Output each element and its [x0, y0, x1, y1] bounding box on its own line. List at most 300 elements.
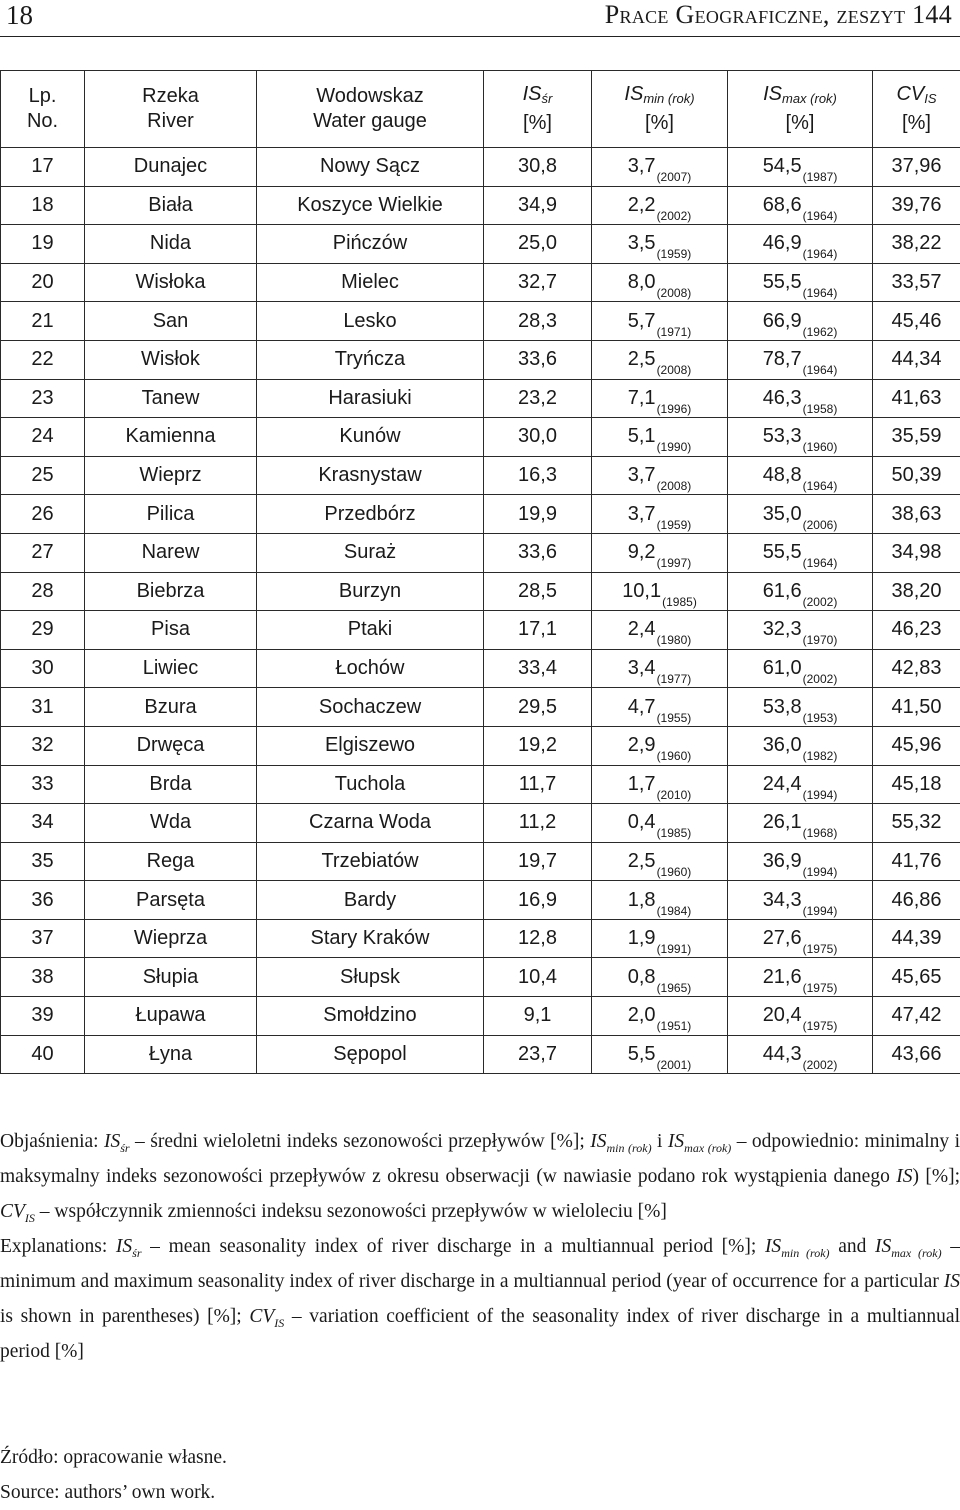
cell-is-min-year: (1985) — [657, 826, 692, 840]
cell-is-max-value: 55,5 — [763, 541, 802, 563]
cell-river — [85, 186, 257, 225]
cell-gauge — [257, 225, 484, 264]
cell-gauge-value: Kunów — [339, 425, 400, 447]
cell-no — [1, 765, 85, 804]
cell-river-value: Pisa — [151, 618, 190, 640]
cell-no-value: 33 — [31, 773, 53, 795]
cell-gauge-value: Czarna Woda — [309, 811, 431, 833]
cell-is-min — [592, 958, 728, 997]
cell-is-max — [728, 418, 873, 457]
cell-is-min-value: 3,7 — [628, 464, 656, 486]
table-row — [1, 572, 960, 611]
cell-is-min-year: (2001) — [657, 1058, 692, 1072]
cell-is-max-year: (1968) — [803, 826, 838, 840]
cell-is-min — [592, 881, 728, 920]
cell-cv-value: 45,96 — [891, 734, 941, 756]
cell-no — [1, 958, 85, 997]
cell-is-max-year: (1960) — [803, 440, 838, 454]
cell-no-value: 25 — [31, 464, 53, 486]
cell-gauge-value: Słupsk — [340, 966, 400, 988]
cell-is-max — [728, 340, 873, 379]
cell-is-min-year: (1996) — [657, 402, 692, 416]
cell-is-max-value: 46,3 — [763, 387, 802, 409]
cell-cv-value: 38,20 — [891, 580, 941, 602]
cell-river — [85, 688, 257, 727]
cell-is-mean — [484, 919, 592, 958]
cell-is-mean — [484, 148, 592, 187]
cell-is-max — [728, 1035, 873, 1074]
cell-cv — [873, 225, 960, 264]
cell-is-max-value: 53,8 — [763, 696, 802, 718]
table-row — [1, 765, 960, 804]
cell-gauge — [257, 688, 484, 727]
cell-is-max-value: 55,5 — [763, 271, 802, 293]
cell-cv-value: 50,39 — [891, 464, 941, 486]
table-row — [1, 340, 960, 379]
cell-is-min-value: 5,1 — [628, 425, 656, 447]
cell-river — [85, 765, 257, 804]
cell-is-min-year: (1960) — [657, 749, 692, 763]
cell-is-max-year: (2002) — [803, 1058, 838, 1072]
cell-gauge — [257, 997, 484, 1036]
cell-cv — [873, 379, 960, 418]
cell-is-mean-value: 32,7 — [518, 271, 557, 293]
cell-is-mean — [484, 726, 592, 765]
cell-is-min-year: (1965) — [657, 981, 692, 995]
cell-river — [85, 263, 257, 302]
cell-river-value: Łyna — [149, 1043, 192, 1065]
cell-no — [1, 302, 85, 341]
cell-is-mean-value: 30,8 — [518, 155, 557, 177]
cell-gauge-value: Pińczów — [333, 232, 407, 254]
cell-is-mean — [484, 958, 592, 997]
cell-is-max — [728, 649, 873, 688]
cell-no — [1, 148, 85, 187]
cell-no — [1, 263, 85, 302]
cell-is-mean — [484, 302, 592, 341]
cell-is-min — [592, 842, 728, 881]
table-row — [1, 842, 960, 881]
cell-is-max — [728, 842, 873, 881]
cell-is-max-value: 26,1 — [763, 811, 802, 833]
cell-cv-value: 41,50 — [891, 696, 941, 718]
table-row — [1, 997, 960, 1036]
cell-is-min — [592, 649, 728, 688]
cell-gauge-value: Nowy Sącz — [320, 155, 420, 177]
cell-river-value: Pilica — [147, 503, 195, 525]
explanations — [0, 1124, 960, 1369]
source-en: Source: authors’ own work. — [0, 1475, 227, 1510]
cell-is-mean-value: 23,7 — [518, 1043, 557, 1065]
cell-is-max-year: (1987) — [803, 170, 838, 184]
cell-cv — [873, 997, 960, 1036]
cell-is-mean-value: 9,1 — [524, 1004, 552, 1026]
cell-is-max — [728, 765, 873, 804]
cell-is-max-year: (1994) — [803, 904, 838, 918]
cell-river-value: Brda — [149, 773, 191, 795]
cell-no — [1, 572, 85, 611]
cell-gauge — [257, 533, 484, 572]
cell-is-max — [728, 726, 873, 765]
cell-river-value: Wisłok — [141, 348, 200, 370]
col-header-gauge: Wodowskaz Water gauge — [257, 71, 484, 148]
cell-is-max-year: (1982) — [803, 749, 838, 763]
cell-gauge — [257, 611, 484, 650]
cell-is-mean — [484, 533, 592, 572]
cell-is-max-value: 61,0 — [763, 657, 802, 679]
cell-is-min-year: (2008) — [657, 363, 692, 377]
cell-is-max — [728, 456, 873, 495]
cell-is-min-value: 5,7 — [628, 310, 656, 332]
cell-is-min-year: (1951) — [657, 1019, 692, 1033]
cell-gauge — [257, 842, 484, 881]
table-row — [1, 649, 960, 688]
cell-is-min-year: (1960) — [657, 865, 692, 879]
cell-cv — [873, 919, 960, 958]
cell-gauge-value: Przedbórz — [324, 503, 415, 525]
cell-river-value: Rega — [147, 850, 195, 872]
cell-no-value: 20 — [31, 271, 53, 293]
cell-is-mean — [484, 611, 592, 650]
source-note — [0, 1440, 227, 1510]
cell-cv — [873, 418, 960, 457]
cell-is-max-value: 20,4 — [763, 1004, 802, 1026]
cell-river — [85, 148, 257, 187]
cell-is-max — [728, 533, 873, 572]
cell-gauge — [257, 379, 484, 418]
cell-is-min-value: 1,9 — [628, 927, 656, 949]
cell-is-max-year: (1964) — [803, 286, 838, 300]
cell-is-min-year: (2010) — [657, 788, 692, 802]
cell-river — [85, 804, 257, 843]
cell-is-max-value: 48,8 — [763, 464, 802, 486]
cell-river — [85, 418, 257, 457]
cell-is-max-year: (1975) — [803, 942, 838, 956]
cell-is-min-year: (2008) — [657, 286, 692, 300]
cell-is-min-value: 8,0 — [628, 271, 656, 293]
cell-gauge-value: Mielec — [341, 271, 399, 293]
cell-is-mean — [484, 649, 592, 688]
cell-is-mean — [484, 688, 592, 727]
cell-is-min — [592, 263, 728, 302]
col-header-is-mean: ISśr [%] — [484, 71, 592, 148]
cell-is-min — [592, 611, 728, 650]
cell-gauge — [257, 148, 484, 187]
cell-is-min-value: 2,5 — [628, 850, 656, 872]
cell-gauge-value: Tuchola — [335, 773, 405, 795]
cell-is-max-year: (1958) — [803, 402, 838, 416]
cell-is-min-value: 3,7 — [628, 155, 656, 177]
cell-no — [1, 456, 85, 495]
cell-gauge — [257, 495, 484, 534]
cell-gauge — [257, 418, 484, 457]
cell-is-mean — [484, 456, 592, 495]
cell-is-max — [728, 688, 873, 727]
table-row — [1, 418, 960, 457]
table-row — [1, 225, 960, 264]
cell-cv-value: 55,32 — [891, 811, 941, 833]
cell-is-mean-value: 11,7 — [519, 773, 556, 795]
cell-is-min — [592, 726, 728, 765]
cell-gauge — [257, 1035, 484, 1074]
cell-is-min — [592, 379, 728, 418]
cell-no — [1, 726, 85, 765]
cell-is-max-value: 78,7 — [763, 348, 802, 370]
cell-is-mean-value: 30,0 — [518, 425, 557, 447]
cell-is-max — [728, 572, 873, 611]
cell-gauge-value: Stary Kraków — [311, 927, 430, 949]
cell-river-value: San — [153, 310, 189, 332]
cell-cv-value: 37,96 — [891, 155, 941, 177]
cell-gauge-value: Ptaki — [348, 618, 392, 640]
cell-is-min-year: (1991) — [657, 942, 692, 956]
cell-is-min-value: 3,7 — [628, 503, 656, 525]
cell-is-min-value: 2,5 — [628, 348, 656, 370]
cell-river-value: Wieprz — [139, 464, 201, 486]
cell-is-mean-value: 28,3 — [518, 310, 557, 332]
cell-is-mean — [484, 572, 592, 611]
cell-gauge-value: Burzyn — [339, 580, 401, 602]
cell-river — [85, 225, 257, 264]
cell-river — [85, 958, 257, 997]
cell-is-max-value: 54,5 — [763, 155, 802, 177]
cell-cv-value: 38,63 — [891, 503, 941, 525]
cell-is-min — [592, 148, 728, 187]
cell-river-value: Kamienna — [125, 425, 215, 447]
cell-is-max-year: (1970) — [803, 633, 838, 647]
cell-cv-value: 42,83 — [891, 657, 941, 679]
cell-no-value: 37 — [31, 927, 53, 949]
cell-gauge-value: Koszyce Wielkie — [297, 194, 443, 216]
cell-is-min-value: 5,5 — [628, 1043, 656, 1065]
cell-gauge — [257, 186, 484, 225]
cell-river — [85, 572, 257, 611]
cell-river — [85, 379, 257, 418]
cell-is-mean-value: 17,1 — [518, 618, 557, 640]
cell-is-max — [728, 804, 873, 843]
cell-is-max — [728, 919, 873, 958]
cell-no — [1, 379, 85, 418]
cell-river — [85, 1035, 257, 1074]
cell-is-max-value: 66,9 — [763, 310, 802, 332]
cell-is-max — [728, 495, 873, 534]
cell-cv — [873, 688, 960, 727]
cell-cv-value: 46,23 — [891, 618, 941, 640]
cell-gauge-value: Suraż — [344, 541, 396, 563]
explanations-pl: Objaśnienia: $IS_{śr}$ – średni wieloletni indeks sezonowości przepływów [%]; $IS_{min (rok)}$ i $IS_{max (rok)}$ – odpowiednio: minimalny i maksymalny indeks sezonowości przepływów z okresu obserwacji (w nawiasie podano rok wystąpienia danego IS) [%]; $CV_{IS}$ – współczynnik zmienności indeksu sezonowości przepływów w wieloleciu [%] — [0, 1124, 960, 1229]
cell-is-mean — [484, 804, 592, 843]
cell-river-value: Drwęca — [137, 734, 205, 756]
cell-cv — [873, 572, 960, 611]
cell-is-max-value: 68,6 — [763, 194, 802, 216]
cell-is-mean — [484, 495, 592, 534]
col-header-cv: CVIS [%] — [873, 71, 960, 148]
cell-river-value: Narew — [142, 541, 200, 563]
cell-is-min-year: (1959) — [657, 518, 692, 532]
cell-river — [85, 842, 257, 881]
table-row — [1, 611, 960, 650]
cell-is-mean — [484, 225, 592, 264]
cell-river — [85, 919, 257, 958]
cell-cv — [873, 726, 960, 765]
cell-is-max-value: 46,9 — [763, 232, 802, 254]
cell-is-min — [592, 186, 728, 225]
cell-river — [85, 881, 257, 920]
cell-is-max-value: 27,6 — [763, 927, 802, 949]
cell-cv-value: 41,76 — [891, 850, 941, 872]
cell-gauge-value: Tryńcza — [335, 348, 405, 370]
cell-no-value: 27 — [31, 541, 53, 563]
cell-is-mean-value: 11,2 — [519, 811, 556, 833]
cell-is-min — [592, 572, 728, 611]
cell-is-min-year: (1955) — [657, 711, 692, 725]
cell-is-mean — [484, 765, 592, 804]
cell-is-mean-value: 19,7 — [518, 850, 557, 872]
cell-cv — [873, 881, 960, 920]
cell-river-value: Liwiec — [143, 657, 199, 679]
cell-is-max-year: (1964) — [803, 209, 838, 223]
cell-is-mean — [484, 379, 592, 418]
cell-is-mean-value: 33,6 — [518, 348, 557, 370]
cell-is-min-value: 4,7 — [628, 696, 656, 718]
cell-no — [1, 495, 85, 534]
cell-river — [85, 456, 257, 495]
cell-is-mean — [484, 997, 592, 1036]
cell-is-min-value: 9,2 — [628, 541, 656, 563]
cell-is-min-year: (2002) — [657, 209, 692, 223]
cell-cv-value: 45,18 — [891, 773, 941, 795]
cell-is-mean-value: 25,0 — [518, 232, 557, 254]
cell-no-value: 29 — [31, 618, 53, 640]
cell-is-min — [592, 225, 728, 264]
cell-is-max-year: (1962) — [803, 325, 838, 339]
cell-is-min — [592, 495, 728, 534]
cell-cv-value: 43,66 — [891, 1043, 941, 1065]
explanations-en: Explanations: $IS_{śr}$ – mean seasonality index of river discharge in a multiannual period [%]; $IS_{min (rok)}$ and $IS_{max (rok)}$ – minimum and maximum seasonality index of river discharge in a multiannual period (year of occurrence for a particular IS is shown in parentheses) [%]; $CV_{IS}$ – variation coefficient of the seasonality index of river discharge in a multiannual period [%] — [0, 1229, 960, 1369]
cell-is-min-value: 3,4 — [628, 657, 656, 679]
cell-is-min-value: 1,7 — [628, 773, 656, 795]
table-row — [1, 456, 960, 495]
cell-is-min — [592, 418, 728, 457]
cell-is-min — [592, 919, 728, 958]
cell-is-max-value: 35,0 — [763, 503, 802, 525]
cell-cv — [873, 765, 960, 804]
cell-river-value: Słupia — [143, 966, 199, 988]
cell-gauge-value: Smołdzino — [323, 1004, 416, 1026]
cell-is-min — [592, 533, 728, 572]
cell-is-mean — [484, 418, 592, 457]
cell-river — [85, 495, 257, 534]
table-row — [1, 186, 960, 225]
cell-cv — [873, 649, 960, 688]
cell-cv-value: 45,65 — [891, 966, 941, 988]
cell-no-value: 17 — [31, 155, 53, 177]
cell-river — [85, 649, 257, 688]
cell-no-value: 28 — [31, 580, 53, 602]
cell-is-max-year: (1975) — [803, 1019, 838, 1033]
col-header-no: Lp. No. — [1, 71, 85, 148]
cell-is-max — [728, 148, 873, 187]
cell-river — [85, 726, 257, 765]
cell-cv — [873, 533, 960, 572]
cell-no-value: 21 — [31, 310, 53, 332]
cell-no-value: 36 — [31, 889, 53, 911]
cell-cv-value: 41,63 — [891, 387, 941, 409]
header-rule — [0, 36, 960, 37]
cell-is-min — [592, 340, 728, 379]
cell-gauge — [257, 649, 484, 688]
cell-no — [1, 649, 85, 688]
cell-no — [1, 225, 85, 264]
table-row — [1, 919, 960, 958]
cell-cv — [873, 148, 960, 187]
cell-is-max-year: (1964) — [803, 556, 838, 570]
cell-gauge — [257, 263, 484, 302]
cell-gauge-value: Lesko — [343, 310, 396, 332]
cell-is-min-value: 10,1 — [622, 580, 661, 602]
cell-gauge — [257, 572, 484, 611]
cell-is-min-year: (1980) — [657, 633, 692, 647]
table-row — [1, 302, 960, 341]
cell-gauge — [257, 804, 484, 843]
cell-no-value: 32 — [31, 734, 53, 756]
cell-is-max-year: (1994) — [803, 788, 838, 802]
cell-cv-value: 38,22 — [891, 232, 941, 254]
cell-no — [1, 1035, 85, 1074]
col-header-river: Rzeka River — [85, 71, 257, 148]
cell-is-max-year: (2006) — [803, 518, 838, 532]
cell-no-value: 35 — [31, 850, 53, 872]
table-row — [1, 379, 960, 418]
seasonality-table — [0, 70, 960, 1074]
cell-river-value: Wda — [150, 811, 191, 833]
cell-is-max-value: 34,3 — [763, 889, 802, 911]
cell-is-mean — [484, 1035, 592, 1074]
cell-no — [1, 186, 85, 225]
cell-gauge-value: Harasiuki — [328, 387, 411, 409]
cell-no — [1, 611, 85, 650]
cell-river — [85, 611, 257, 650]
cell-no-value: 30 — [31, 657, 53, 679]
table-row — [1, 533, 960, 572]
cell-is-max-value: 36,0 — [763, 734, 802, 756]
cell-gauge-value: Łochów — [336, 657, 405, 679]
cell-cv — [873, 186, 960, 225]
cell-is-min-year: (1990) — [657, 440, 692, 454]
cell-gauge-value: Elgiszewo — [325, 734, 415, 756]
cell-is-mean — [484, 263, 592, 302]
cell-no — [1, 804, 85, 843]
cell-cv — [873, 495, 960, 534]
cell-cv — [873, 804, 960, 843]
cell-is-mean-value: 16,9 — [518, 889, 557, 911]
cell-is-max-year: (1953) — [803, 711, 838, 725]
cell-river-value: Wisłoka — [135, 271, 205, 293]
cell-cv-value: 47,42 — [891, 1004, 941, 1026]
cell-cv-value: 39,76 — [891, 194, 941, 216]
cell-is-max-year: (2002) — [803, 672, 838, 686]
cell-river-value: Biała — [148, 194, 192, 216]
cell-gauge — [257, 919, 484, 958]
cell-cv — [873, 302, 960, 341]
source-pl: Źródło: opracowanie własne. — [0, 1440, 227, 1475]
cell-cv-value: 44,34 — [891, 348, 941, 370]
cell-no-value: 22 — [31, 348, 53, 370]
cell-is-max-year: (1975) — [803, 981, 838, 995]
cell-is-mean-value: 29,5 — [518, 696, 557, 718]
table-header-row — [1, 71, 960, 148]
table-row — [1, 958, 960, 997]
